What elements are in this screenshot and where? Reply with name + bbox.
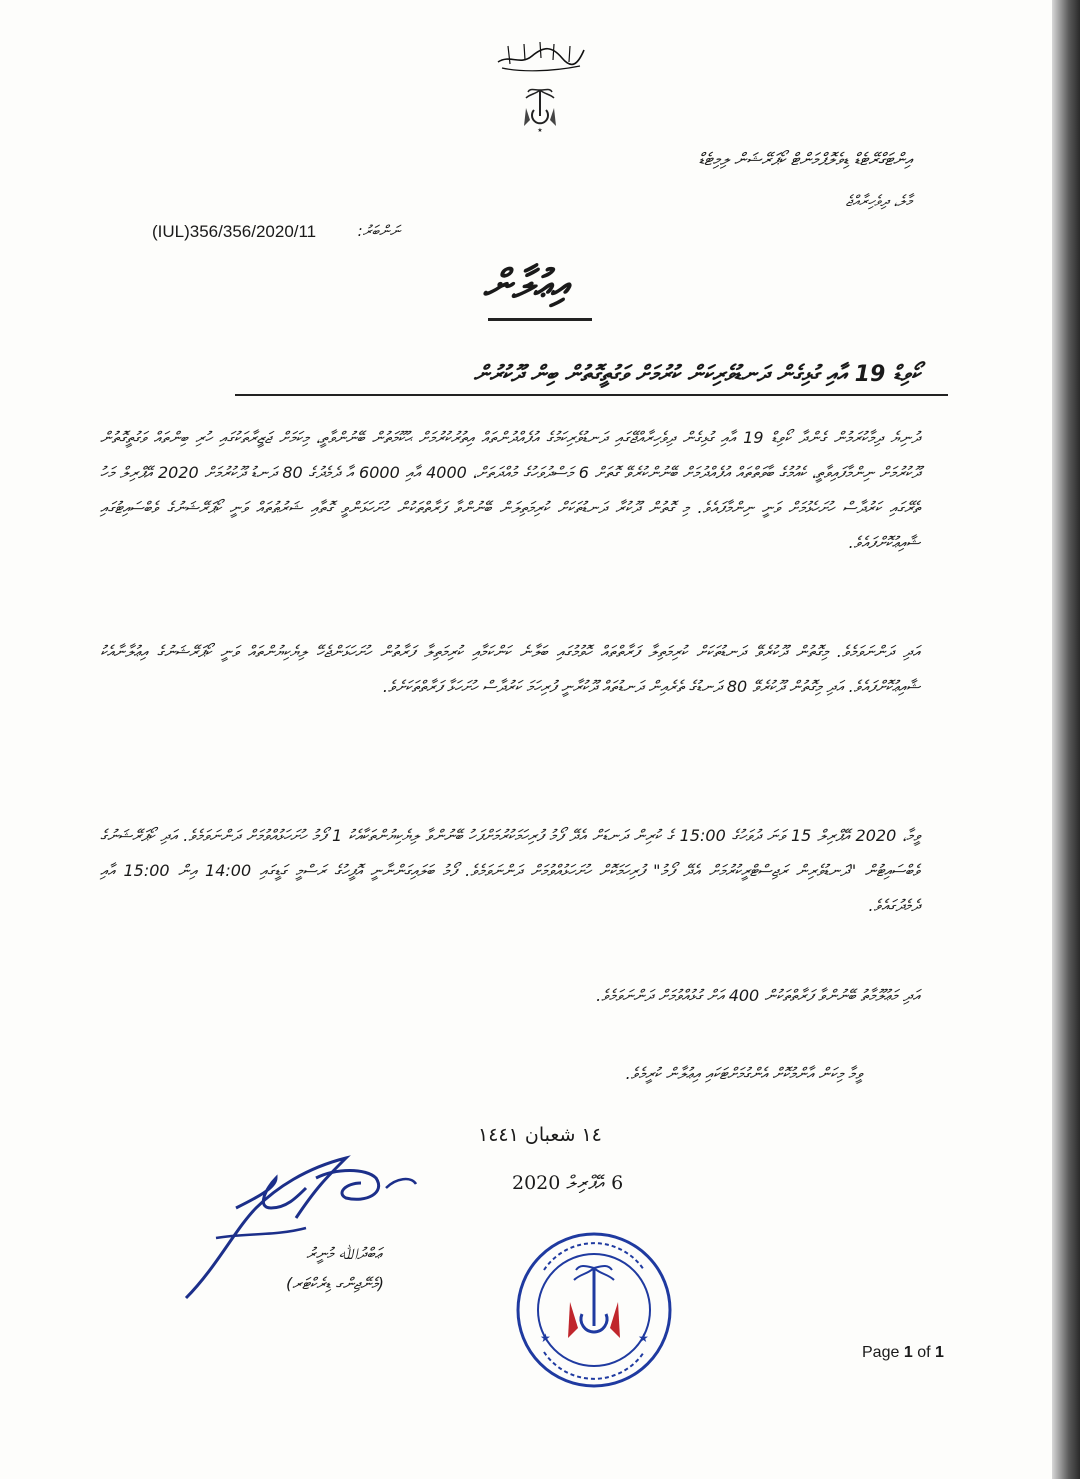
subject-line: ކޯވިޑް 19 އާއި ގުޅިގެން ދަނޑުވެރިކަން ކުރުމަށް ވަގުތީގޮތުން ބިން ދޫކުރުން bbox=[473, 362, 920, 387]
page-of: of bbox=[917, 1344, 931, 1361]
paragraph-3: ވީމާ، 2020 އޭޕްރިލް 15 ވަނަ ދުވަހުގެ 15:00 ގެ ކުރިން ދަނޑަށް އެދޭ ފޯމު ފުރިހަމަކުރުމަށްފަހު ބޭނުންވާ ލިޔެކިޔުންތަކާއެކު 1 ފޯމު ހުށަހަޅުއްވުމަށް ދަންނަވަމެވެ. އަދި ކޯޕަރޭޝަނުގެ ވެބްސައިޓުން "ދަނޑުވެރިން ރަޖިސްޓްރީކުރުމަށް އެދޭ ފޯމު" ފުރިހަމަކޮށް ހުށަހަޅުއްވުމަށް ދަންނަވަމެވެ. ފޯމު ބަލައިގަންނާނީ އޮފީހުގެ ރަސްމީ ގަޑީގައި 14:00 އިން 15:00 އާއި ދެމެދުގައެވެ. bbox=[100, 826, 921, 915]
subject-underline bbox=[235, 394, 948, 396]
page-label: Page bbox=[862, 1344, 900, 1361]
paragraph-1: ދުނިޔެ ދިމާކުރަމުން ގެންދާ ކޯވިޑް 19 އާއި ގުޅިގެން ދިވެހިރާއްޖޭގައި ދަނޑުވެރިކަމުގެ އުފެއްދުންތައް އިތުރުކުރުމަށް ޙުކޫމަތުން ބޭނުންވާތީ، މިކަމަށް ޖަޒީރާތަކުގައި ހުރި ބިންތައް ވަގުތީގޮތުން ދޫކުރުމަށް ނިންމާފައިވާތީ، ކެއުމުގެ ބާވަތްތައް އުފެއްދުމަށް ބޭނުންކުރެވޭ ގޮތަށް 6 މަސްދުވަހުގެ މުއްދަތަށް، 4000 އާއި 6000 އާ ދެމެދުގެ 80 ދަނޑު ދޫކުރުމަށް 2020 އޭޕްރިލް މަހު ތެރޭގައި ކަރުދާސް ހުށަހެޅުމަށް ވަނީ ނިންމާފައެވެ. މި ގޮތުން ދޫކުރާ ދަނޑުތަކަށް ކުރިމަތިލަން ބޭނުންވާ ފަރާތްތަކުން ހުށަހަޅަންވީ ގޮތާއި ޝަރުޠުތައް ވަނީ ކޯޕަރޭޝަނުގެ ވެބްސައިޓުގައި ޝާއިޢުކޮށްފައެވެ. bbox=[100, 428, 921, 552]
paragraph-2: އަދި ދަންނަވަމެވެ. މިގޮތުން ދޫކުރެވޭ ދަނޑުތަކަށް ކުރިމަތިލާ ފަރާތްތައް ހޮވުމުގައި ބަލާނެ ކަންކަމާއި ކުރިމަތިލާ ފަރާތުން ހުށަހަޅަންޖެހޭ ލިޔެކިޔުންތައް ވަނީ ކޯޕަރޭޝަނުގެ އިޢުލާނާއެކު ޝާއިޢުކޮށްފައެވެ. އަދި މިގޮތުން ދޫކުރެވޭ 80 ދަނޑުގެ ތެރެއިން ދަނޑުތައް ދޫކުރާނީ ފުރިހަމަ ކަރުދާސް ހުށަހަޅާ ފަރާތްތަކަށެވެ. bbox=[100, 642, 920, 696]
page-number bbox=[862, 1344, 944, 1362]
title-underline bbox=[488, 318, 592, 321]
organization-name: އިންޓަގްރޭޓެޑް ޑިވެލޮޕްމަންޓް ކޯޕަރޭޝަން ލިމިޓެޑް bbox=[698, 150, 912, 170]
svg-text:★: ★ bbox=[638, 1331, 649, 1345]
signatory-name: ޢަބްދުﷲ މުނީރު bbox=[306, 1244, 382, 1263]
closing-line: ވީމާ މިކަން އާންމުކޮށް އެންގުމަށްޓަކައި އިޢުލާން ކުރީމެވެ. bbox=[625, 1064, 862, 1083]
reference-number: (IUL)356/356/2020/11 bbox=[152, 222, 317, 241]
svg-text:★: ★ bbox=[540, 1331, 551, 1345]
page-current: 1 bbox=[903, 1344, 913, 1361]
scan-edge-shadow bbox=[1052, 0, 1080, 1479]
paragraph-4: އަދި މަޢުލޫމާތު ބޭނުންވާ ފަރާތްތަކުން 400 އަށް ގުޅުއްވުމަށް ދަންނަވަމެވެ. bbox=[596, 986, 920, 1005]
organization-address: މާލެ، ދިވެހިރާއްޖެ bbox=[845, 192, 912, 210]
basmala-calligraphy bbox=[490, 36, 590, 76]
hijri-date: ١٤ شعبان ١٤٤١ bbox=[478, 1124, 602, 1146]
state-emblem-icon bbox=[522, 86, 558, 136]
gregorian-date: 6 އޭޕްރިލް 2020 bbox=[512, 1172, 624, 1194]
signatory-title: (މެނޭޖިންގ ޑިރެކްޓަރ) bbox=[286, 1274, 384, 1293]
page-total: 1 bbox=[934, 1344, 944, 1361]
document-title: އިޢުލާން bbox=[482, 262, 570, 308]
svg-text:★: ★ bbox=[537, 127, 543, 134]
reference-label: ނަންބަރު: bbox=[357, 222, 400, 240]
official-seal-stamp bbox=[514, 1230, 674, 1390]
